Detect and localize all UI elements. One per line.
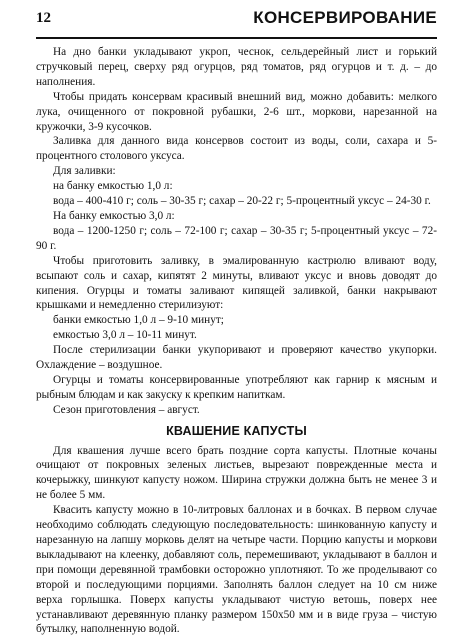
- paragraph: на банку емкостью 1,0 л:: [53, 180, 173, 193]
- paragraph: Квасить капусту можно в 10-литровых баллонах и в бочках. В первом случае необходимо соблюдать следующую последовательность: шинкованную капусту и нарезанную на лапшу морковь делят на четыре части. Порцию капусты и моркови выкладывают на клеенку, добавляют соль, перемешивают, укладывают в баллон и при помощи деревянной трамбовки осторожно уплотняют. То же проделывают со второй и последующими порциями. Заполнять баллон следует на 10 см ниже верха горлышка. Поверх капусты укладывают чистую ветошь, поверх нее устанавливают деревянную планку размером 150x50 мм и в виде груза – чистую бутылку, наполненную водой.: [36, 504, 437, 636]
- section-title: КОНСЕРВИРОВАНИЕ: [253, 8, 437, 27]
- page-body: [36, 45, 437, 637]
- paragraph: банки емкостью 1,0 л – 9-10 минут;: [53, 314, 224, 327]
- paragraph: Сезон приготовления – август.: [53, 403, 200, 416]
- paragraph: Огурцы и томаты консервированные употребляют как гарнир к мясным и рыбным блюдам и как закуску к крепким напиткам.: [36, 373, 437, 401]
- paragraph: После стерилизации банки укупоривают и проверяют качество укупорки. Охлаждение – воздушное.: [36, 344, 437, 372]
- subheading: КВАШЕНИЕ КАПУСТЫ: [166, 423, 307, 438]
- paragraph: На банку емкостью 3,0 л:: [53, 209, 175, 222]
- paragraph: вода – 400-410 г; соль – 30-35 г; сахар – 20-22 г; 5-процентный уксус – 24-30 г.: [53, 195, 431, 208]
- paragraph: вода – 1200-1250 г; соль – 72-100 г; сахар – 30-35 г; 5-процентный уксус – 72-90 г.: [36, 224, 437, 252]
- header-rule: [36, 37, 437, 39]
- paragraph: Чтобы придать консервам красивый внешний вид, можно добавить: мелкого лука, очищенного от покровной рубашки, 2-6 шт., моркови, нарезанной на кружочки, 3-9 кусочков.: [36, 90, 437, 133]
- paragraph: Заливка для данного вида консервов состоит из воды, соли, сахара и 5-процентного столового уксуса.: [36, 135, 437, 163]
- paragraph: На дно банки укладывают укроп, чеснок, сельдерейный лист и горький стручковый перец, сверху ряд огурцов, ряд томатов, ряд огурцов и т. д. – до наполнения.: [36, 46, 437, 88]
- running-header: [36, 8, 437, 34]
- page-number: 12: [36, 10, 51, 26]
- paragraph: Для квашения лучше всего брать поздние сорта капусты. Плотные кочаны очищают от покровных зеленых листьев, вырезают поврежденные места и кочерыжку, шинкуют капусту ножом. Ширина стружки должна быть не менее 3 и не более 5 мм.: [36, 444, 437, 502]
- paragraph: емкостью 3,0 л – 10-11 минут.: [53, 329, 197, 342]
- paragraph: Для заливки:: [53, 165, 116, 178]
- paragraph: Чтобы приготовить заливку, в эмалированную кастрюлю вливают воду, всыпают соль и сахар, кипятят 2 минуты, вливают уксус и вновь доводят до кипения. Огурцы и томаты заливают кипящей заливкой, банки накрывают крышками и немедленно стерилизуют:: [36, 254, 437, 312]
